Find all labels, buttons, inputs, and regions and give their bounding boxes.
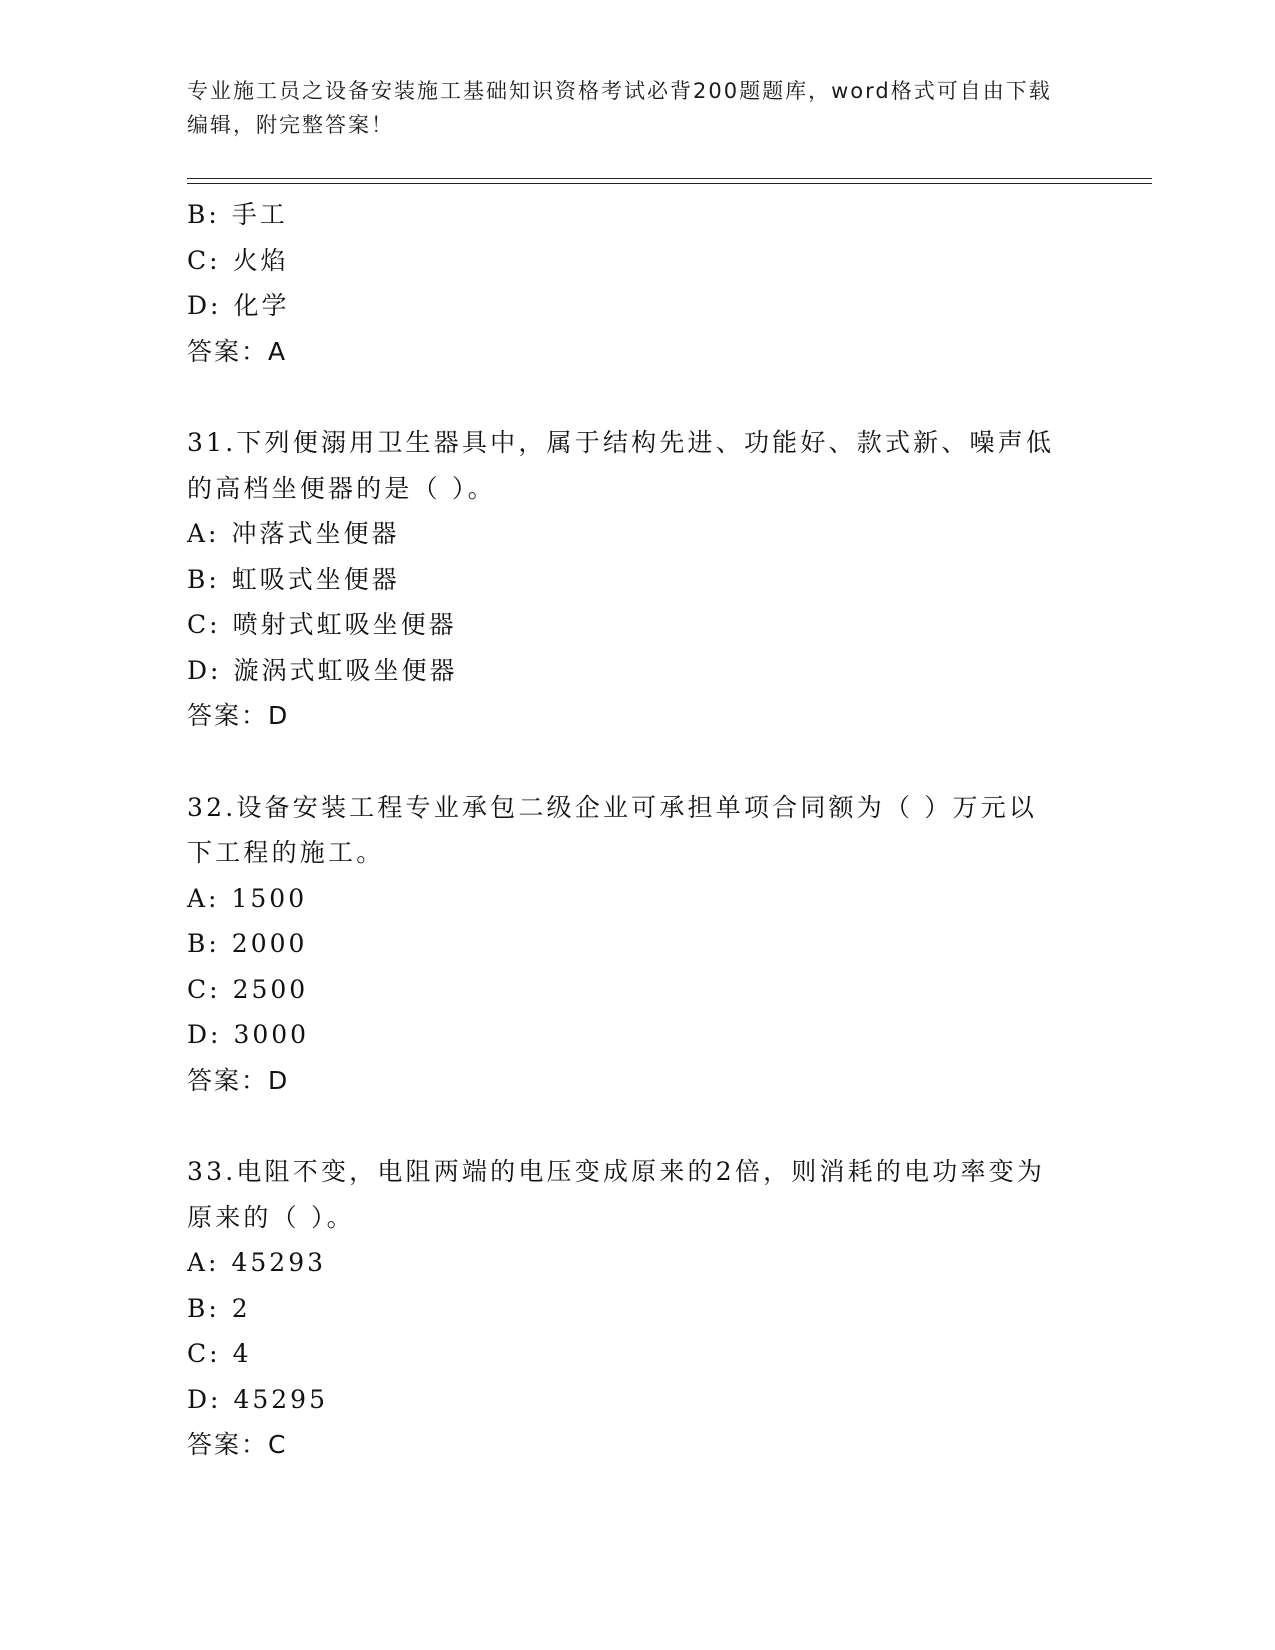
option-label: B: — [187, 564, 220, 594]
option-label: B: — [187, 200, 220, 229]
question-stem-line: 33.电阻不变，电阻两端的电压变成原来的2倍，则消耗的电功率变为 — [187, 1157, 1046, 1186]
option-text: 2 — [231, 1293, 251, 1323]
question-stem-line: 的高档坐便器的是（ ）。 — [187, 473, 496, 503]
option-label: A: — [187, 883, 220, 913]
option-c — [187, 602, 1067, 648]
question-33 — [187, 1149, 1067, 1468]
answer-line: 答案：A — [187, 336, 288, 366]
option-label: D: — [187, 655, 222, 685]
option-text: 3000 — [233, 1020, 310, 1049]
option-text: 冲落式坐便器 — [231, 519, 400, 548]
option-label: A: — [187, 519, 220, 548]
option-b — [187, 557, 1067, 603]
option-d — [187, 648, 1067, 694]
option-text: 1500 — [231, 883, 308, 913]
option-label: C: — [187, 974, 221, 1004]
option-d — [187, 283, 1067, 329]
option-c — [187, 238, 1067, 284]
question-31 — [187, 420, 1067, 739]
option-c — [187, 1331, 1067, 1377]
question-stem-line: 31.下列便溺用卫生器具中，属于结构先进、功能好、款式新、噪声低 — [187, 428, 1055, 457]
option-text: 2500 — [232, 974, 309, 1004]
option-b — [187, 1286, 1067, 1332]
option-label: B: — [187, 1293, 220, 1323]
option-d — [187, 1377, 1067, 1423]
option-text: 化学 — [233, 291, 290, 320]
option-a — [187, 511, 1067, 557]
option-a — [187, 1240, 1067, 1286]
option-d — [187, 1012, 1067, 1058]
option-text: 火焰 — [232, 245, 289, 275]
document-title: 专业施工员之设备安装施工基础知识资格考试必背200题题库，word格式可自由下载编辑，附完整答案！ — [187, 79, 1052, 137]
question-stem-line: 原来的（ ）。 — [187, 1202, 355, 1232]
option-text: 漩涡式虹吸坐便器 — [233, 655, 458, 685]
option-text: 45295 — [233, 1384, 328, 1414]
option-b — [187, 192, 1067, 238]
option-text: 喷射式虹吸坐便器 — [232, 610, 457, 639]
option-a — [187, 876, 1067, 922]
option-text: 45293 — [231, 1248, 327, 1277]
option-text: 虹吸式坐便器 — [231, 564, 400, 594]
option-label: A: — [187, 1248, 220, 1277]
question-partial — [187, 192, 1067, 374]
option-text: 2000 — [231, 929, 308, 958]
option-label: B: — [187, 929, 220, 958]
question-list — [187, 192, 1067, 1468]
option-b — [187, 921, 1067, 967]
option-label: C: — [187, 610, 221, 639]
option-label: C: — [187, 1339, 221, 1368]
header-divider-bottom — [187, 183, 1152, 184]
question-stem-line: 下工程的施工。 — [187, 838, 385, 867]
option-label: D: — [187, 1020, 222, 1049]
answer-line: 答案：D — [187, 701, 290, 730]
option-label: D: — [187, 1384, 222, 1414]
option-text: 手工 — [231, 200, 288, 229]
option-label: D: — [187, 291, 222, 320]
answer-line: 答案：D — [187, 1065, 290, 1095]
answer-line: 答案：C — [187, 1430, 288, 1459]
option-label: C: — [187, 245, 221, 275]
question-32 — [187, 785, 1067, 1104]
option-text: 4 — [232, 1339, 252, 1368]
header-divider-top — [187, 178, 1152, 179]
question-stem-line: 32.设备安装工程专业承包二级企业可承担单项合同额为（ ）万元以 — [187, 792, 1038, 822]
option-c — [187, 967, 1067, 1013]
